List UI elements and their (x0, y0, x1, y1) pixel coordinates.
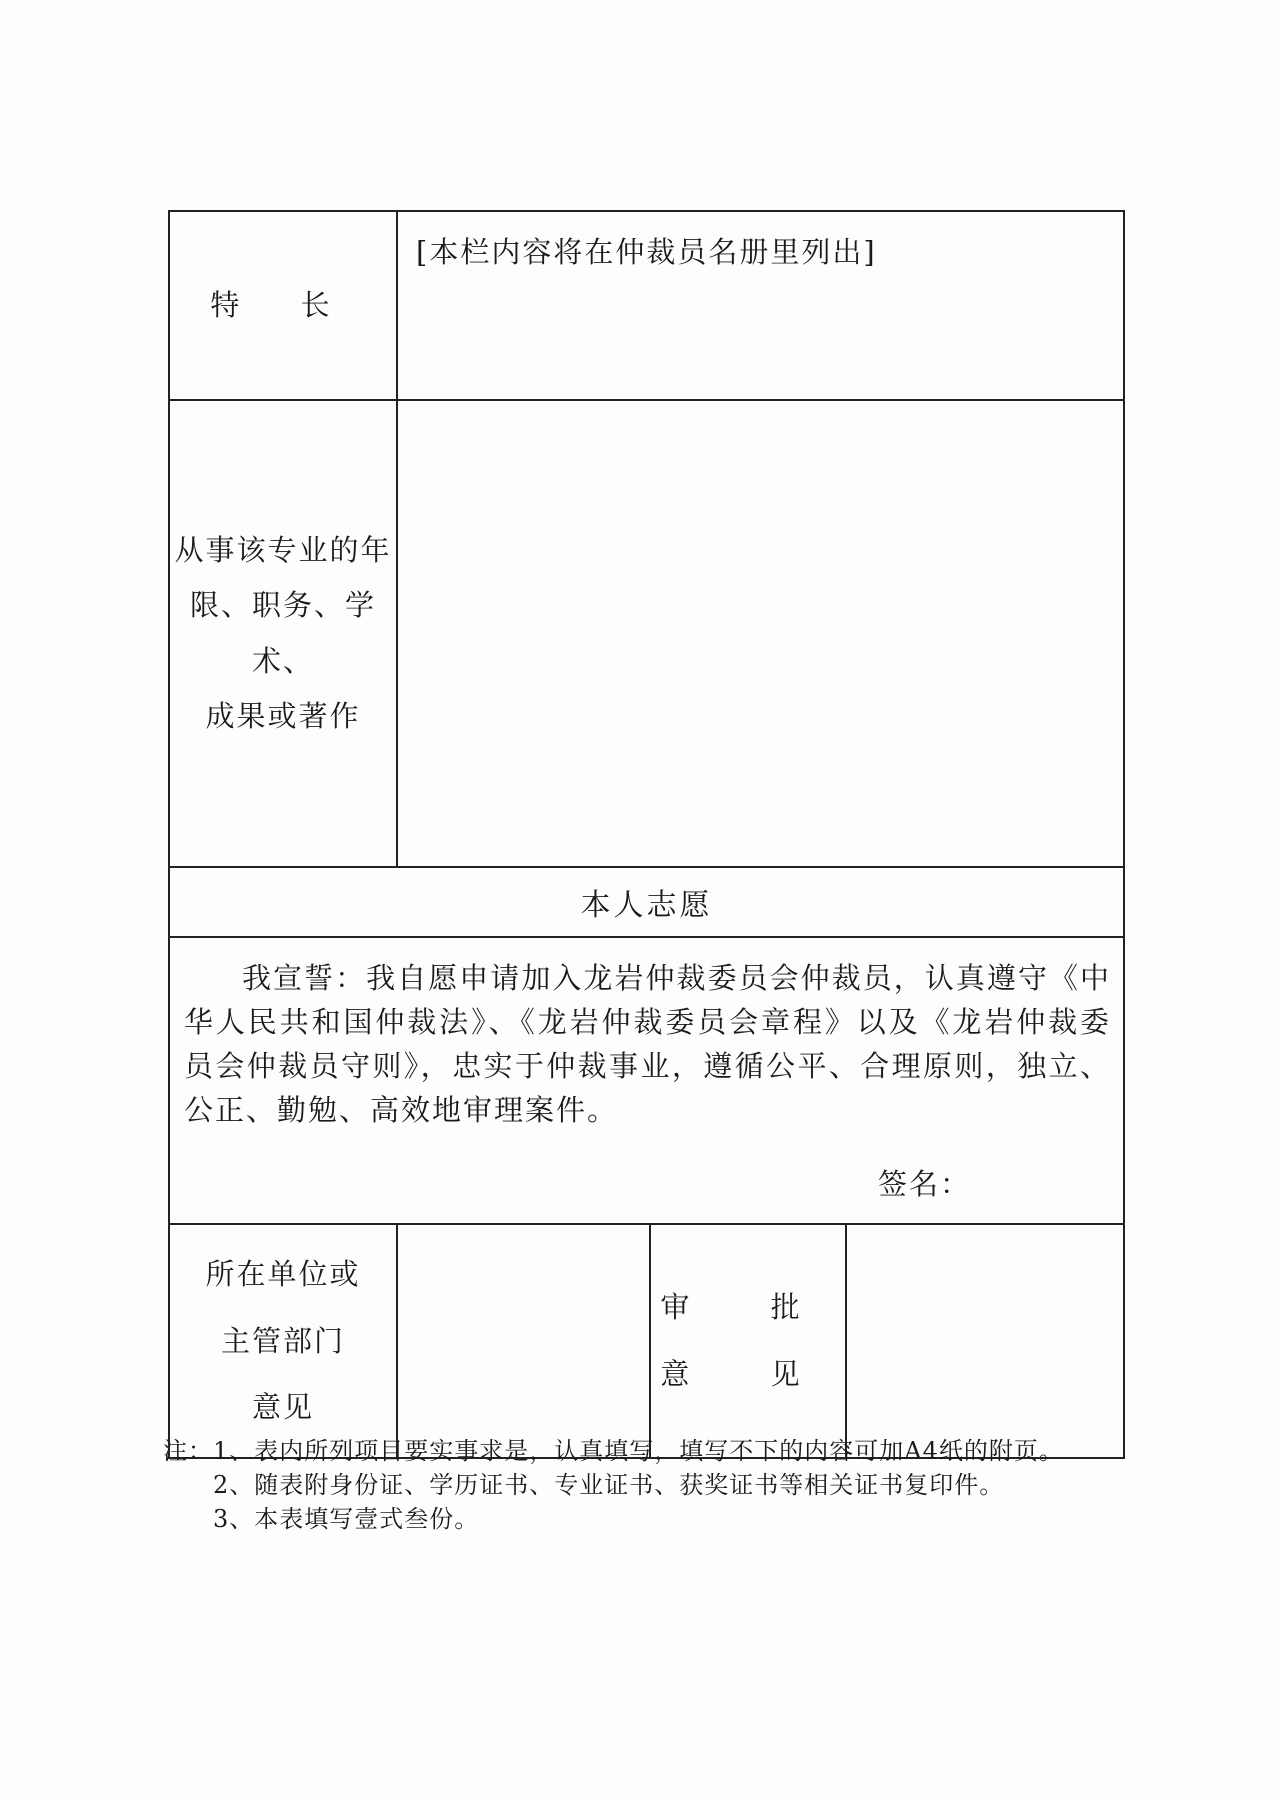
experience-label-cell (169, 400, 397, 867)
unit-opinion-label-line: 意见 (251, 1390, 314, 1425)
specialty-content-cell[interactable] (397, 211, 1124, 400)
approval-content-cell[interactable] (846, 1224, 1124, 1458)
experience-label-line: 从事该专业的年 (174, 533, 392, 568)
specialty-note: [本栏内容将在仲裁员名册里列出] (416, 235, 877, 269)
unit-opinion-label-line: 所在单位或 (205, 1256, 361, 1291)
signature-label: 签名： (878, 1167, 972, 1201)
unit-opinion-content-cell[interactable] (397, 1224, 650, 1458)
volunteer-title-row (169, 867, 1124, 937)
approval-label-line: 意 见 (660, 1357, 836, 1391)
volunteer-title-cell (169, 867, 1124, 937)
unit-opinion-label-cell (169, 1224, 397, 1458)
footnote-item: 注：1、表内所列项目要实事求是，认真填写，填写不下的内容可加A4纸的附页。 (163, 1437, 1064, 1465)
experience-label-line: 限、职务、学术、 (189, 588, 376, 678)
application-form-table (168, 210, 1125, 1459)
specialty-label: 特 长 (210, 287, 356, 322)
experience-row (169, 400, 1124, 867)
opinion-row (169, 1224, 1124, 1458)
declaration-text: 我宣誓：我自愿申请加入龙岩仲裁委员会仲裁员，认真遵守《中华人民共和国仲裁法》、《龙岩仲裁委员会章程》以及《龙岩仲裁委员会仲裁员守则》，忠实于仲裁事业，遵循公平、合理原则，独立、公正、勤勉、高效地审理案件。 (184, 961, 1112, 1127)
declaration-cell (169, 937, 1124, 1224)
unit-opinion-label-line: 主管部门 (220, 1323, 345, 1358)
signature-field[interactable] (184, 1162, 1111, 1203)
approval-label-line: 审 批 (660, 1290, 836, 1325)
footnote-item: 2、随表附身份证、学历证书、专业证书、获奖证书等相关证书复印件。 (213, 1471, 1005, 1499)
footnotes (163, 1434, 1143, 1536)
experience-label-line: 成果或著作 (205, 698, 361, 733)
declaration-row (169, 937, 1124, 1224)
approval-label-cell (650, 1224, 846, 1458)
footnote-item: 3、本表填写壹式叁份。 (213, 1505, 480, 1533)
experience-content-cell[interactable] (397, 400, 1124, 867)
volunteer-title: 本人志愿 (580, 888, 713, 923)
specialty-label-cell (169, 211, 397, 400)
specialty-row (169, 211, 1124, 400)
